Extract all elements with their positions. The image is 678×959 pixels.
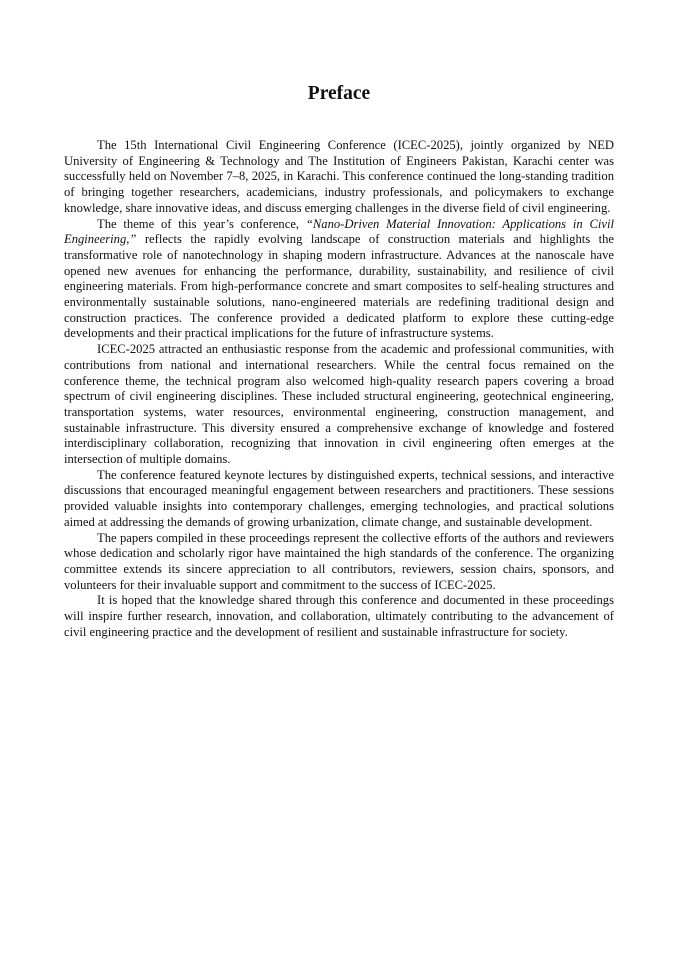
preface-body (64, 138, 614, 641)
page-title: Preface (307, 83, 371, 104)
paragraph-response: ICEC-2025 attracted an enthusiastic response from the academic and professional communities, with contributions from national and international researchers. While the central focus remained on the conference theme, the technical program also welcomed high-quality research papers covering a broad spectrum of civil engineering disciplines. These included structural engineering, geotechnical engineering, transportation systems, water resources, environmental engineering, construction management, and sustainable infrastructure. This diversity ensured a comprehensive exchange of knowledge and fostered interdisciplinary collaboration, recognizing that innovation in civil engineering often emerges at the intersection of multiple domains. (64, 342, 614, 467)
conference-theme: “Nano-Driven Material Innovation: Applications in Civil Engineering,” (64, 216, 615, 247)
paragraph-closing: It is hoped that the knowledge shared through this conference and documented in these proceedings will inspire further research, innovation, and collaboration, ultimately contributing to the advancement of civil engineering practice and the development of resilient and sustainable infrastructure for society. (64, 593, 614, 639)
paragraph-theme-rest: reflects the rapidly evolving landscape of construction materials and highlights the transformative role of nanotechnology in shaping modern infrastructure. Advances at the nanoscale have opened new avenues for enhancing the performance, durability, sustainability, and resilience of civil engineering materials. From high-performance concrete and smart composites to self-healing structures and environmentally sustainable solutions, nano-engineered materials are redefining traditional design and construction practices. The conference provided a dedicated platform to explore these cutting-edge developments and their practical implications for the future of infrastructure systems. (64, 232, 614, 341)
paragraph-theme (64, 217, 614, 343)
paragraph-sessions: The conference featured keynote lectures by distinguished experts, technical sessions, and interactive discussions that encouraged meaningful engagement between researchers and practitioners. These sessions provided valuable insights into contemporary challenges, emerging technologies, and practical solutions aimed at addressing the demands of growing urbanization, climate change, and sustainable development. (64, 467, 614, 529)
paragraph-intro: The 15th International Civil Engineering Conference (ICEC-2025), jointly organized by NED University of Engineering & Technology and The Institution of Engineers Pakistan, Karachi center was successfully held on November 7–8, 2025, in Karachi. This conference continued the long-standing tradition of bringing together researchers, academicians, industry professionals, and policymakers to exchange knowledge, share innovative ideas, and discuss emerging challenges in the diverse field of civil engineering. (64, 138, 614, 215)
paragraph-theme-lead: The theme of this year’s conference, (97, 216, 306, 231)
paragraph-acknowledgement: The papers compiled in these proceedings represent the collective efforts of the authors and reviewers whose dedication and scholarly rigor have maintained the high standards of the conference. The organizing committee extends its sincere appreciation to all contributors, reviewers, session chairs, sponsors, and volunteers for their invaluable support and commitment to the success of ICEC-2025. (64, 530, 614, 592)
